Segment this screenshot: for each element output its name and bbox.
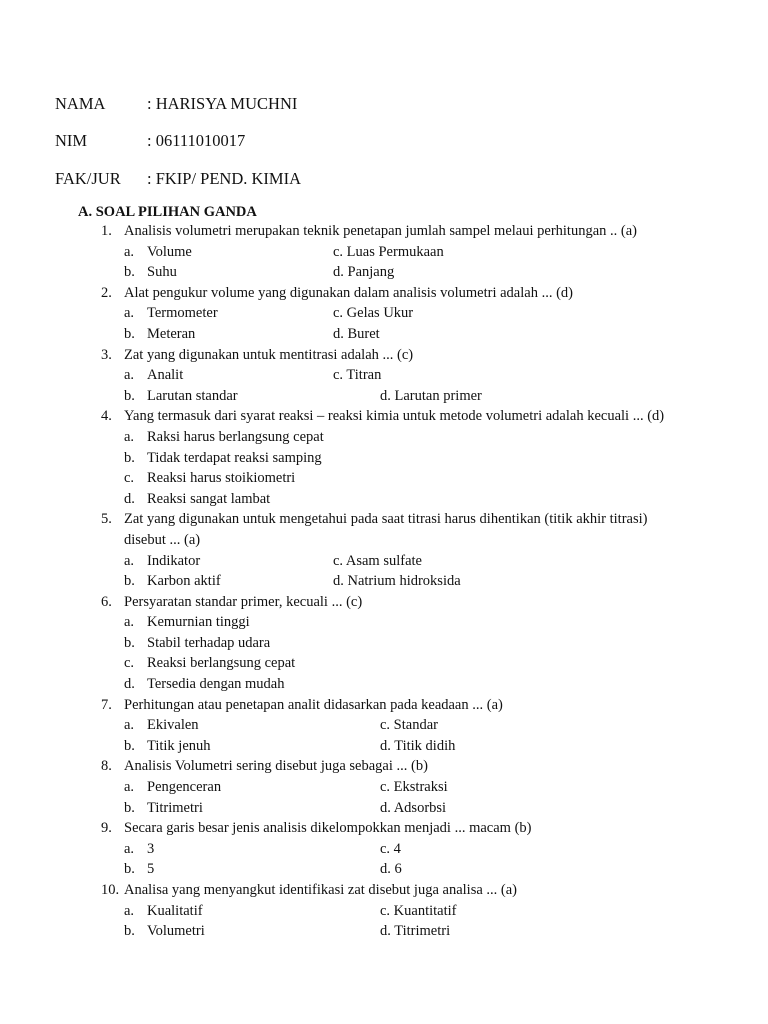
option-letter: c. (124, 655, 135, 672)
question-line (0, 345, 768, 366)
option-row (0, 571, 768, 592)
option-letter: b. (124, 861, 135, 878)
option-text: 3 (147, 840, 155, 857)
option-letter: b. (124, 449, 135, 466)
option-text: Reaksi berlangsung cepat (147, 655, 296, 672)
question-text: Yang termasuk dari syarat reaksi – reaksi kimia untuk metode volumetri adalah kecuali ... (d) (124, 408, 665, 425)
option-letter: b. (124, 799, 135, 816)
option-row (0, 365, 768, 386)
option-text: d. Titrimetri (380, 923, 451, 940)
option-letter: c. (124, 470, 135, 487)
option-text: d. Panjang (333, 264, 395, 281)
option-row (0, 674, 768, 695)
option-text: Pengenceran (147, 779, 222, 796)
option-row (0, 551, 768, 572)
option-text: 5 (147, 861, 155, 878)
option-letter: a. (124, 840, 135, 857)
faculty-label: FAK/JUR (55, 169, 121, 188)
question-text: Secara garis besar jenis analisis dikelompokkan menjadi ... macam (b) (124, 820, 532, 837)
option-row (0, 736, 768, 757)
option-text: Volume (147, 243, 192, 260)
question-text: Analisis volumetri merupakan teknik penetapan jumlah sampel melaui perhitungan .. (a) (124, 223, 637, 239)
option-text: c. Titran (333, 367, 382, 384)
option-row (0, 859, 768, 880)
question-number: 4. (101, 408, 112, 425)
option-row (0, 839, 768, 860)
question-text: Zat yang digunakan untuk mengetahui pada saat titrasi harus dihentikan (titik akhir titrasi) (124, 511, 648, 528)
option-text: Larutan standar (147, 387, 238, 404)
question-number: 2. (101, 284, 112, 301)
question-line (0, 221, 768, 242)
option-row (0, 242, 768, 263)
option-text: d. 6 (380, 861, 402, 878)
option-text: Stabil terhadap udara (147, 634, 271, 651)
option-text: Reaksi harus stoikiometri (147, 470, 296, 487)
option-text: d. Adsorbsi (380, 799, 447, 816)
option-row (0, 715, 768, 736)
option-text: Kualitatif (147, 902, 203, 919)
option-row (0, 468, 768, 489)
option-row (0, 612, 768, 633)
option-letter: b. (124, 264, 135, 281)
question-text: Analisa yang menyangkut identifikasi zat disebut juga analisa ... (a) (124, 882, 517, 898)
question-line (0, 880, 768, 901)
option-letter: d. (124, 676, 135, 693)
question-line (0, 283, 768, 304)
question-line (0, 592, 768, 613)
option-text: c. Standar (380, 717, 438, 734)
question-number: 5. (101, 511, 112, 528)
option-text: d. Natrium hidroksida (333, 573, 461, 590)
option-text: Tersedia dengan mudah (147, 676, 285, 693)
question-number: 7. (101, 696, 112, 713)
option-text: c. Luas Permukaan (333, 243, 444, 260)
question-text: Zat yang digunakan untuk mentitrasi adalah ... (c) (124, 346, 414, 363)
option-letter: b. (124, 634, 135, 651)
option-letter: a. (124, 367, 135, 384)
question-number: 3. (101, 346, 112, 363)
option-row (0, 777, 768, 798)
option-text: Karbon aktif (147, 573, 221, 590)
option-text: Meteran (147, 325, 196, 342)
option-text: Indikator (147, 552, 201, 569)
question-number: 9. (101, 820, 112, 837)
option-row (0, 653, 768, 674)
option-row (0, 921, 768, 942)
question-text: Persyaratan standar primer, kecuali ... (c) (124, 593, 363, 610)
option-text: Titik jenuh (147, 737, 211, 754)
option-text: c. Kuantitatif (380, 902, 457, 919)
option-letter: a. (124, 305, 135, 322)
question-number: 6. (101, 593, 112, 610)
name-label: NAMA (55, 94, 106, 113)
option-letter: a. (124, 243, 135, 260)
faculty-value: : FKIP/ PEND. KIMIA (147, 169, 302, 188)
option-row (0, 448, 768, 469)
option-letter: a. (124, 717, 135, 734)
option-text: Tidak terdapat reaksi samping (147, 449, 322, 466)
question-line (0, 695, 768, 716)
option-letter: b. (124, 573, 135, 590)
option-text: c. Ekstraksi (380, 779, 448, 796)
option-row (0, 798, 768, 819)
option-row (0, 633, 768, 654)
question-line (0, 509, 768, 530)
question-line (0, 818, 768, 839)
option-text: Titrimetri (147, 799, 203, 816)
question-text: Perhitungan atau penetapan analit didasarkan pada keadaan ... (a) (124, 696, 503, 713)
question-number: 10. (101, 882, 120, 898)
option-text: Ekivalen (147, 717, 199, 734)
option-text: Volumetri (147, 923, 205, 940)
question-number: 8. (101, 758, 112, 775)
question-list (0, 221, 768, 942)
option-text: c. 4 (380, 840, 401, 857)
option-text: Suhu (147, 264, 177, 281)
question-line (0, 756, 768, 777)
question-text: Alat pengukur volume yang digunakan dalam analisis volumetri adalah ... (d) (124, 284, 573, 301)
option-letter: a. (124, 902, 135, 919)
option-text: d. Buret (333, 325, 380, 342)
option-letter: a. (124, 614, 135, 631)
nim-value: : 06111010017 (147, 131, 246, 150)
question-line (0, 530, 768, 551)
question-text: disebut ... (a) (124, 531, 201, 548)
option-letter: b. (124, 387, 135, 404)
option-letter: a. (124, 552, 135, 569)
option-letter: b. (124, 737, 135, 754)
question-line (0, 406, 768, 427)
option-text: d. Titik didih (380, 737, 456, 754)
option-row (0, 262, 768, 283)
option-text: Termometer (147, 305, 218, 322)
option-text: Kemurnian tinggi (147, 614, 250, 631)
option-text: Reaksi sangat lambat (147, 490, 271, 507)
section-title: A. SOAL PILIHAN GANDA (78, 204, 257, 220)
option-letter: b. (124, 325, 135, 342)
option-row (0, 386, 768, 407)
question-text: Analisis Volumetri sering disebut juga sebagai ... (b) (124, 758, 428, 775)
option-text: c. Gelas Ukur (333, 305, 414, 322)
option-letter: d. (124, 490, 135, 507)
option-row (0, 303, 768, 324)
option-text: c. Asam sulfate (333, 552, 422, 569)
option-row (0, 427, 768, 448)
name-value: : HARISYA MUCHNI (147, 94, 298, 113)
option-text: Raksi harus berlangsung cepat (147, 428, 324, 445)
nim-label: NIM (55, 131, 88, 150)
question-number: 1. (101, 223, 112, 239)
option-text: Analit (147, 367, 184, 384)
option-text: d. Larutan primer (380, 387, 482, 404)
option-row (0, 489, 768, 510)
option-letter: a. (124, 779, 135, 796)
option-letter: b. (124, 923, 135, 940)
option-letter: a. (124, 428, 135, 445)
option-row (0, 901, 768, 922)
option-row (0, 324, 768, 345)
